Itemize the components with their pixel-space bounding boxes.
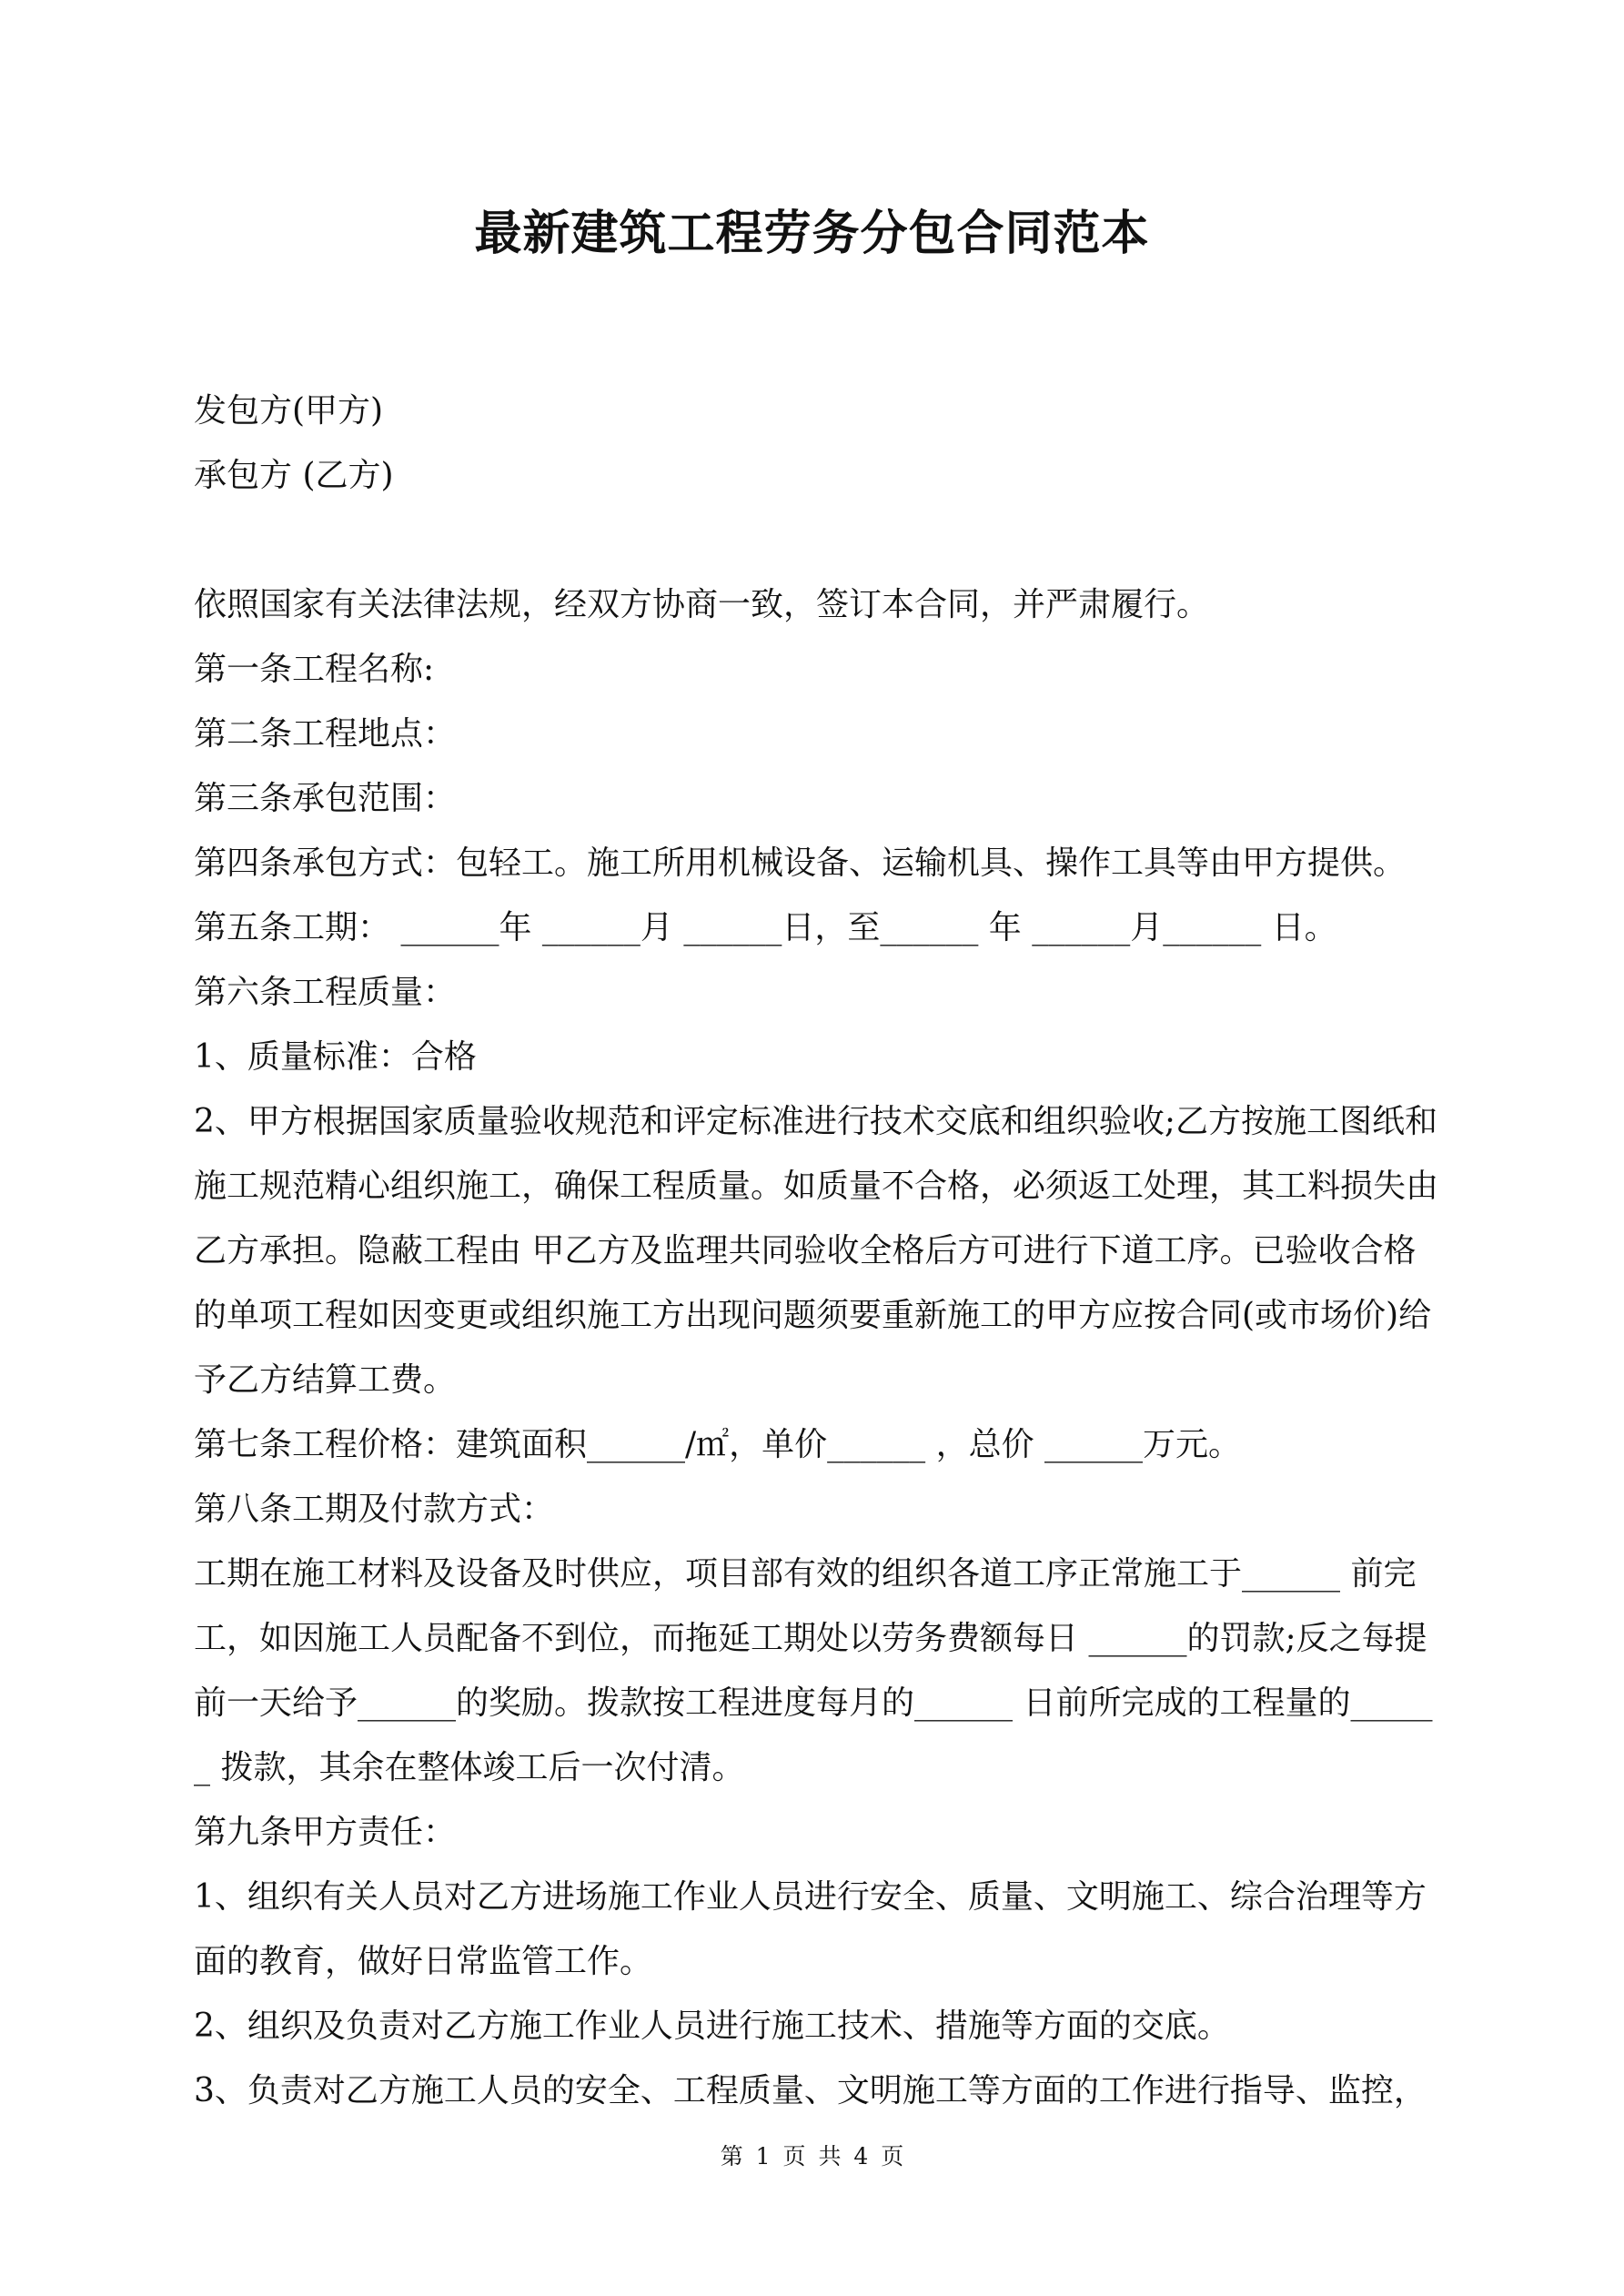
party-a-line: 发包方(甲方) — [194, 392, 384, 430]
clause-5-duration: 第五条工期： ______年 ______月 ______日，至______ 年 ______月______ 日。 — [194, 909, 1337, 946]
clause-6-item-1: 1、质量标准：合格 — [194, 1038, 477, 1076]
document-title: 最新建筑工程劳务分包合同范本 — [474, 206, 1150, 261]
clause-6-quality: 第六条工程质量： — [194, 974, 457, 1011]
clause-1-project-name: 第一条工程名称: — [194, 651, 435, 688]
document-body — [194, 379, 1440, 2123]
clause-9-item-1: 1、组织有关人员对乙方进场施工作业人员进行安全、质量、文明施工、综合治理等方面的教育，做好日常监管工作。 — [194, 1878, 1427, 1980]
clause-4-contract-method: 第四条承包方式：包轻工。施工所用机械设备、运输机具、操作工具等由甲方提供。 — [194, 845, 1407, 882]
party-b-line: 承包方 (乙方) — [194, 457, 394, 494]
clause-8-payment: 第八条工期及付款方式： — [194, 1491, 555, 1528]
clause-8-detail: 工期在施工材料及设备及时供应，项目部有效的组织各道工序正常施工于______ 前完工，如因施工人员配备不到位，而拖延工期处以劳务费额每日 ______的罚款;反之每提前一天给予______的奖励。拨款按工程进度每月的______ 日前所完成的工程量的______ 拨款，其余在整体竣工后一次付清。 — [194, 1555, 1433, 1786]
clause-9-item-3: 3、负责对乙方施工人员的安全、工程质量、文明施工等方面的工作进行指导、监控， — [194, 2072, 1427, 2109]
clause-9-item-2: 2、组织及负责对乙方施工作业人员进行施工技术、措施等方面的交底。 — [194, 2008, 1230, 2045]
clause-6-item-2: 2、甲方根据国家质量验收规范和评定标准进行技术交底和组织验收;乙方按施工图纸和施工规范精心组织施工，确保工程质量。如质量不合格，必须返工处理，其工料损失由乙方承担。隐蔽工程由 甲乙方及监理共同验收全格后方可进行下道工序。已验收合格的单项工程如因变更或组织施工方出现问题须要重新施工的甲方应按合同(或市场价)给予乙方结算工费。 — [194, 1103, 1439, 1399]
clause-9-party-a-duty: 第九条甲方责任： — [194, 1814, 457, 1851]
clause-2-project-location: 第二条工程地点： — [194, 715, 457, 753]
page-footer: 第 1 页 共 4 页 — [720, 2143, 904, 2170]
clause-3-contract-scope: 第三条承包范围： — [194, 780, 457, 817]
clause-7-price: 第七条工程价格：建筑面积______/㎡，单价______ ，总价 ______万元。 — [194, 1426, 1242, 1463]
intro-paragraph: 依照国家有关法律法规，经双方协商一致，签订本合同，并严肃履行。 — [194, 586, 1210, 623]
